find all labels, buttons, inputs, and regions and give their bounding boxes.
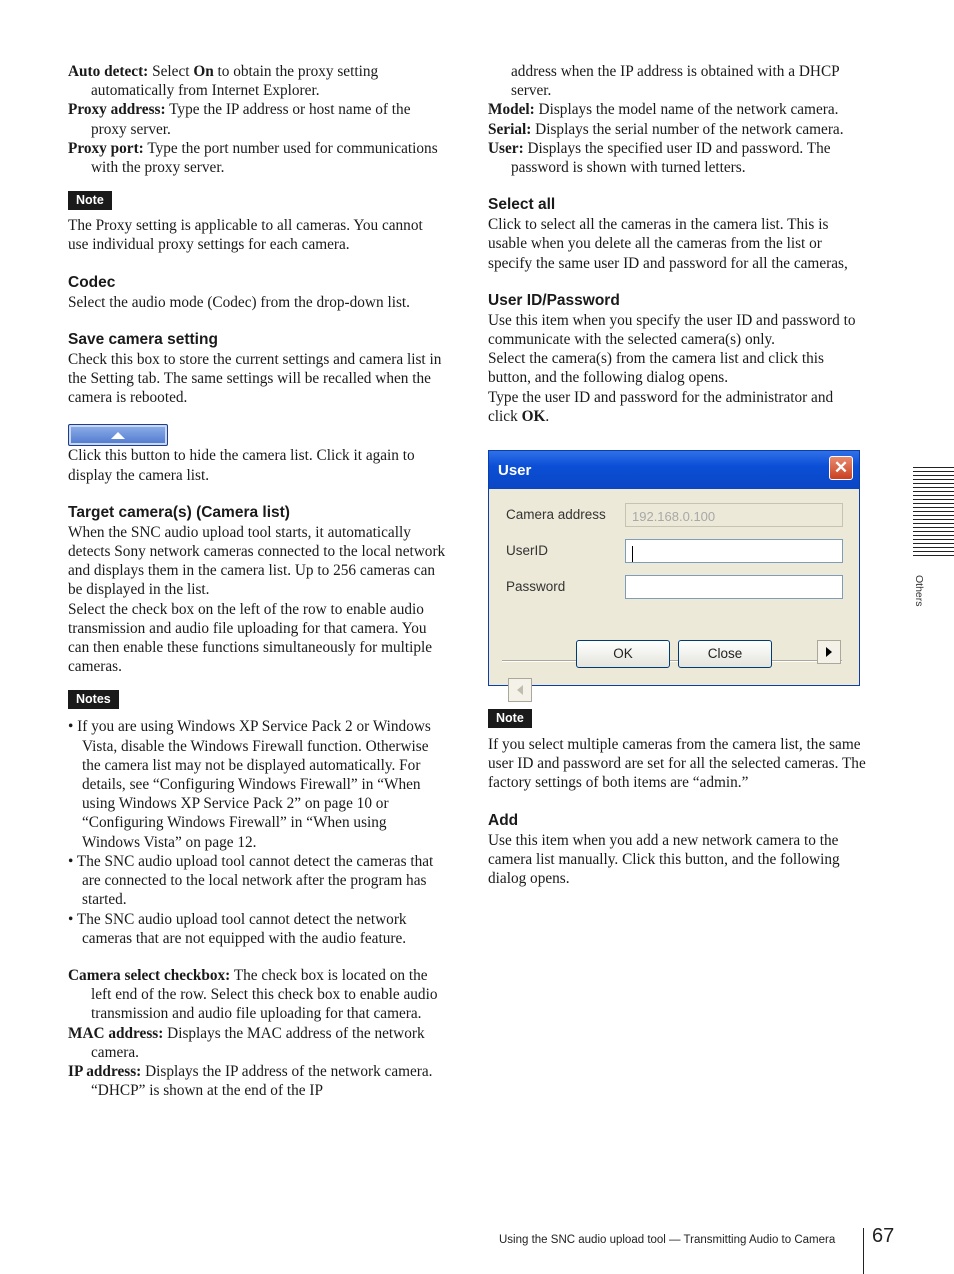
- target-cameras-text-1: When the SNC audio upload tool starts, it automatically detects Sony network cameras connected to the local network and displays them in the camera list. Up to 256 cameras can be displayed in the list.: [68, 523, 446, 599]
- user-id-password-heading: User ID/Password: [488, 291, 620, 309]
- model-item: Model: Displays the model name of the network camera.: [488, 101, 839, 119]
- note-badge: Note: [488, 709, 532, 728]
- userid-label: UserID: [506, 543, 549, 559]
- user-dialog: [488, 450, 860, 686]
- camera-select-checkbox-item: Camera select checkbox: The check box is located on the left end of the row. Select this check box to enable audio transmission and audio file uploading for that camera.: [68, 966, 438, 1023]
- text-caret: [632, 546, 633, 562]
- close-icon[interactable]: ✕: [829, 456, 853, 480]
- arrow-up-icon: [111, 432, 125, 439]
- user-id-note-text: If you select multiple cameras from the camera list, the same user ID and password are set for all the selected cameras. The factory settings of both items are “admin.”: [488, 736, 866, 792]
- save-camera-setting-text: Check this box to store the current settings and camera list in the Setting tab. The same settings will be recalled when the camera is rebooted.: [68, 350, 442, 407]
- proxy-note-text: The Proxy setting is applicable to all cameras. You cannot use individual proxy settings for each camera.: [68, 217, 423, 254]
- password-label: Password: [506, 579, 566, 595]
- password-input[interactable]: [625, 575, 843, 599]
- dialog-separator: [502, 660, 842, 662]
- arrow-right-icon: [826, 647, 832, 657]
- hide-camera-list-button[interactable]: [68, 424, 168, 446]
- user-id-password-text-2: Select the camera(s) from the camera list and click this button, and the following dialog opens.: [488, 350, 824, 387]
- ip-address-item: IP address: Displays the IP address of the network camera. “DHCP” is shown at the end of the IP: [68, 1062, 433, 1100]
- user-item: User: Displays the specified user ID and password. The password is shown with turned letters.: [488, 139, 831, 177]
- ok-button[interactable]: OK: [576, 640, 670, 668]
- page-footer: Using the SNC audio upload tool — Transmitting Audio to Camera: [499, 1234, 836, 1246]
- dialog-title-bar: [489, 451, 859, 489]
- left-column: [68, 62, 446, 1100]
- note-badge: Note: [68, 191, 112, 210]
- list-item: • If you are using Windows XP Service Pack 2 or Windows Vista, disable the Windows Firewall function. Otherwise the camera list may not be displayed automatically. For details, see “Configuring Windows Firewall” in “When using Windows XP Service Pack 2” on page 10 or “Configuring Windows Firewall” in “When using Windows Vista” on page 12.: [68, 718, 431, 851]
- camera-address-field: 192.168.0.100: [625, 503, 843, 527]
- dialog-title: User: [498, 462, 532, 480]
- notes-list: [68, 717, 446, 947]
- page-number: 67: [872, 1225, 895, 1247]
- next-button[interactable]: [817, 640, 841, 664]
- auto-detect-item: Auto detect: Select On to obtain the proxy setting automatically from Internet Explorer.: [68, 63, 379, 100]
- list-item: • The SNC audio upload tool cannot detect the network cameras that are not equipped with the audio feature.: [68, 910, 407, 947]
- user-id-password-text-1: Use this item when you specify the user ID and password to communicate with the selected camera(s) only.: [488, 311, 856, 349]
- side-tab-bars: [913, 467, 954, 559]
- userid-input[interactable]: [625, 539, 843, 563]
- add-heading: Add: [488, 811, 519, 829]
- side-tab-label: Others: [913, 575, 925, 607]
- camera-address-label: Camera address: [506, 507, 606, 523]
- list-item: • The SNC audio upload tool cannot detect the cameras that are connected to the local network after the program has started.: [68, 852, 434, 909]
- proxy-address-item: Proxy address: Type the IP address or host name of the proxy server.: [68, 101, 411, 138]
- dialog-body: [492, 489, 856, 682]
- user-id-password-text-3: Type the user ID and password for the administrator and click OK.: [488, 388, 834, 425]
- hide-camera-list-text: Click this button to hide the camera list. Click it again to display the camera list.: [68, 447, 415, 484]
- codec-heading: Codec: [68, 273, 116, 291]
- codec-text: Select the audio mode (Codec) from the drop-down list.: [68, 293, 410, 311]
- mac-address-item: MAC address: Displays the MAC address of the network camera.: [68, 1024, 425, 1061]
- close-button[interactable]: Close: [678, 640, 772, 668]
- select-all-heading: Select all: [488, 196, 556, 214]
- ip-address-continued: address when the IP address is obtained with a DHCP server.: [511, 63, 840, 100]
- serial-item: Serial: Displays the serial number of the network camera.: [488, 120, 844, 138]
- arrow-left-icon: [517, 685, 523, 695]
- right-column: [488, 62, 866, 888]
- footer-divider: [863, 1228, 864, 1274]
- save-camera-setting-heading: Save camera setting: [68, 330, 218, 348]
- target-cameras-text-2: Select the check box on the left of the row to enable audio transmission and audio file uploading for that camera. You can then enable these functions simultaneously for multiple cameras.: [68, 600, 433, 676]
- select-all-text: Click to select all the cameras in the camera list. This is usable when you delete all the cameras from the list or specify the same user ID and password for all the cameras,: [488, 216, 848, 272]
- add-text: Use this item when you add a new network camera to the camera list manually. Click this button, and the following dialog opens.: [488, 831, 840, 888]
- notes-badge: Notes: [68, 690, 119, 709]
- previous-button[interactable]: [508, 678, 532, 702]
- proxy-port-item: Proxy port: Type the port number used for communications with the proxy server.: [68, 139, 438, 177]
- target-cameras-heading: Target camera(s) (Camera list): [68, 503, 290, 521]
